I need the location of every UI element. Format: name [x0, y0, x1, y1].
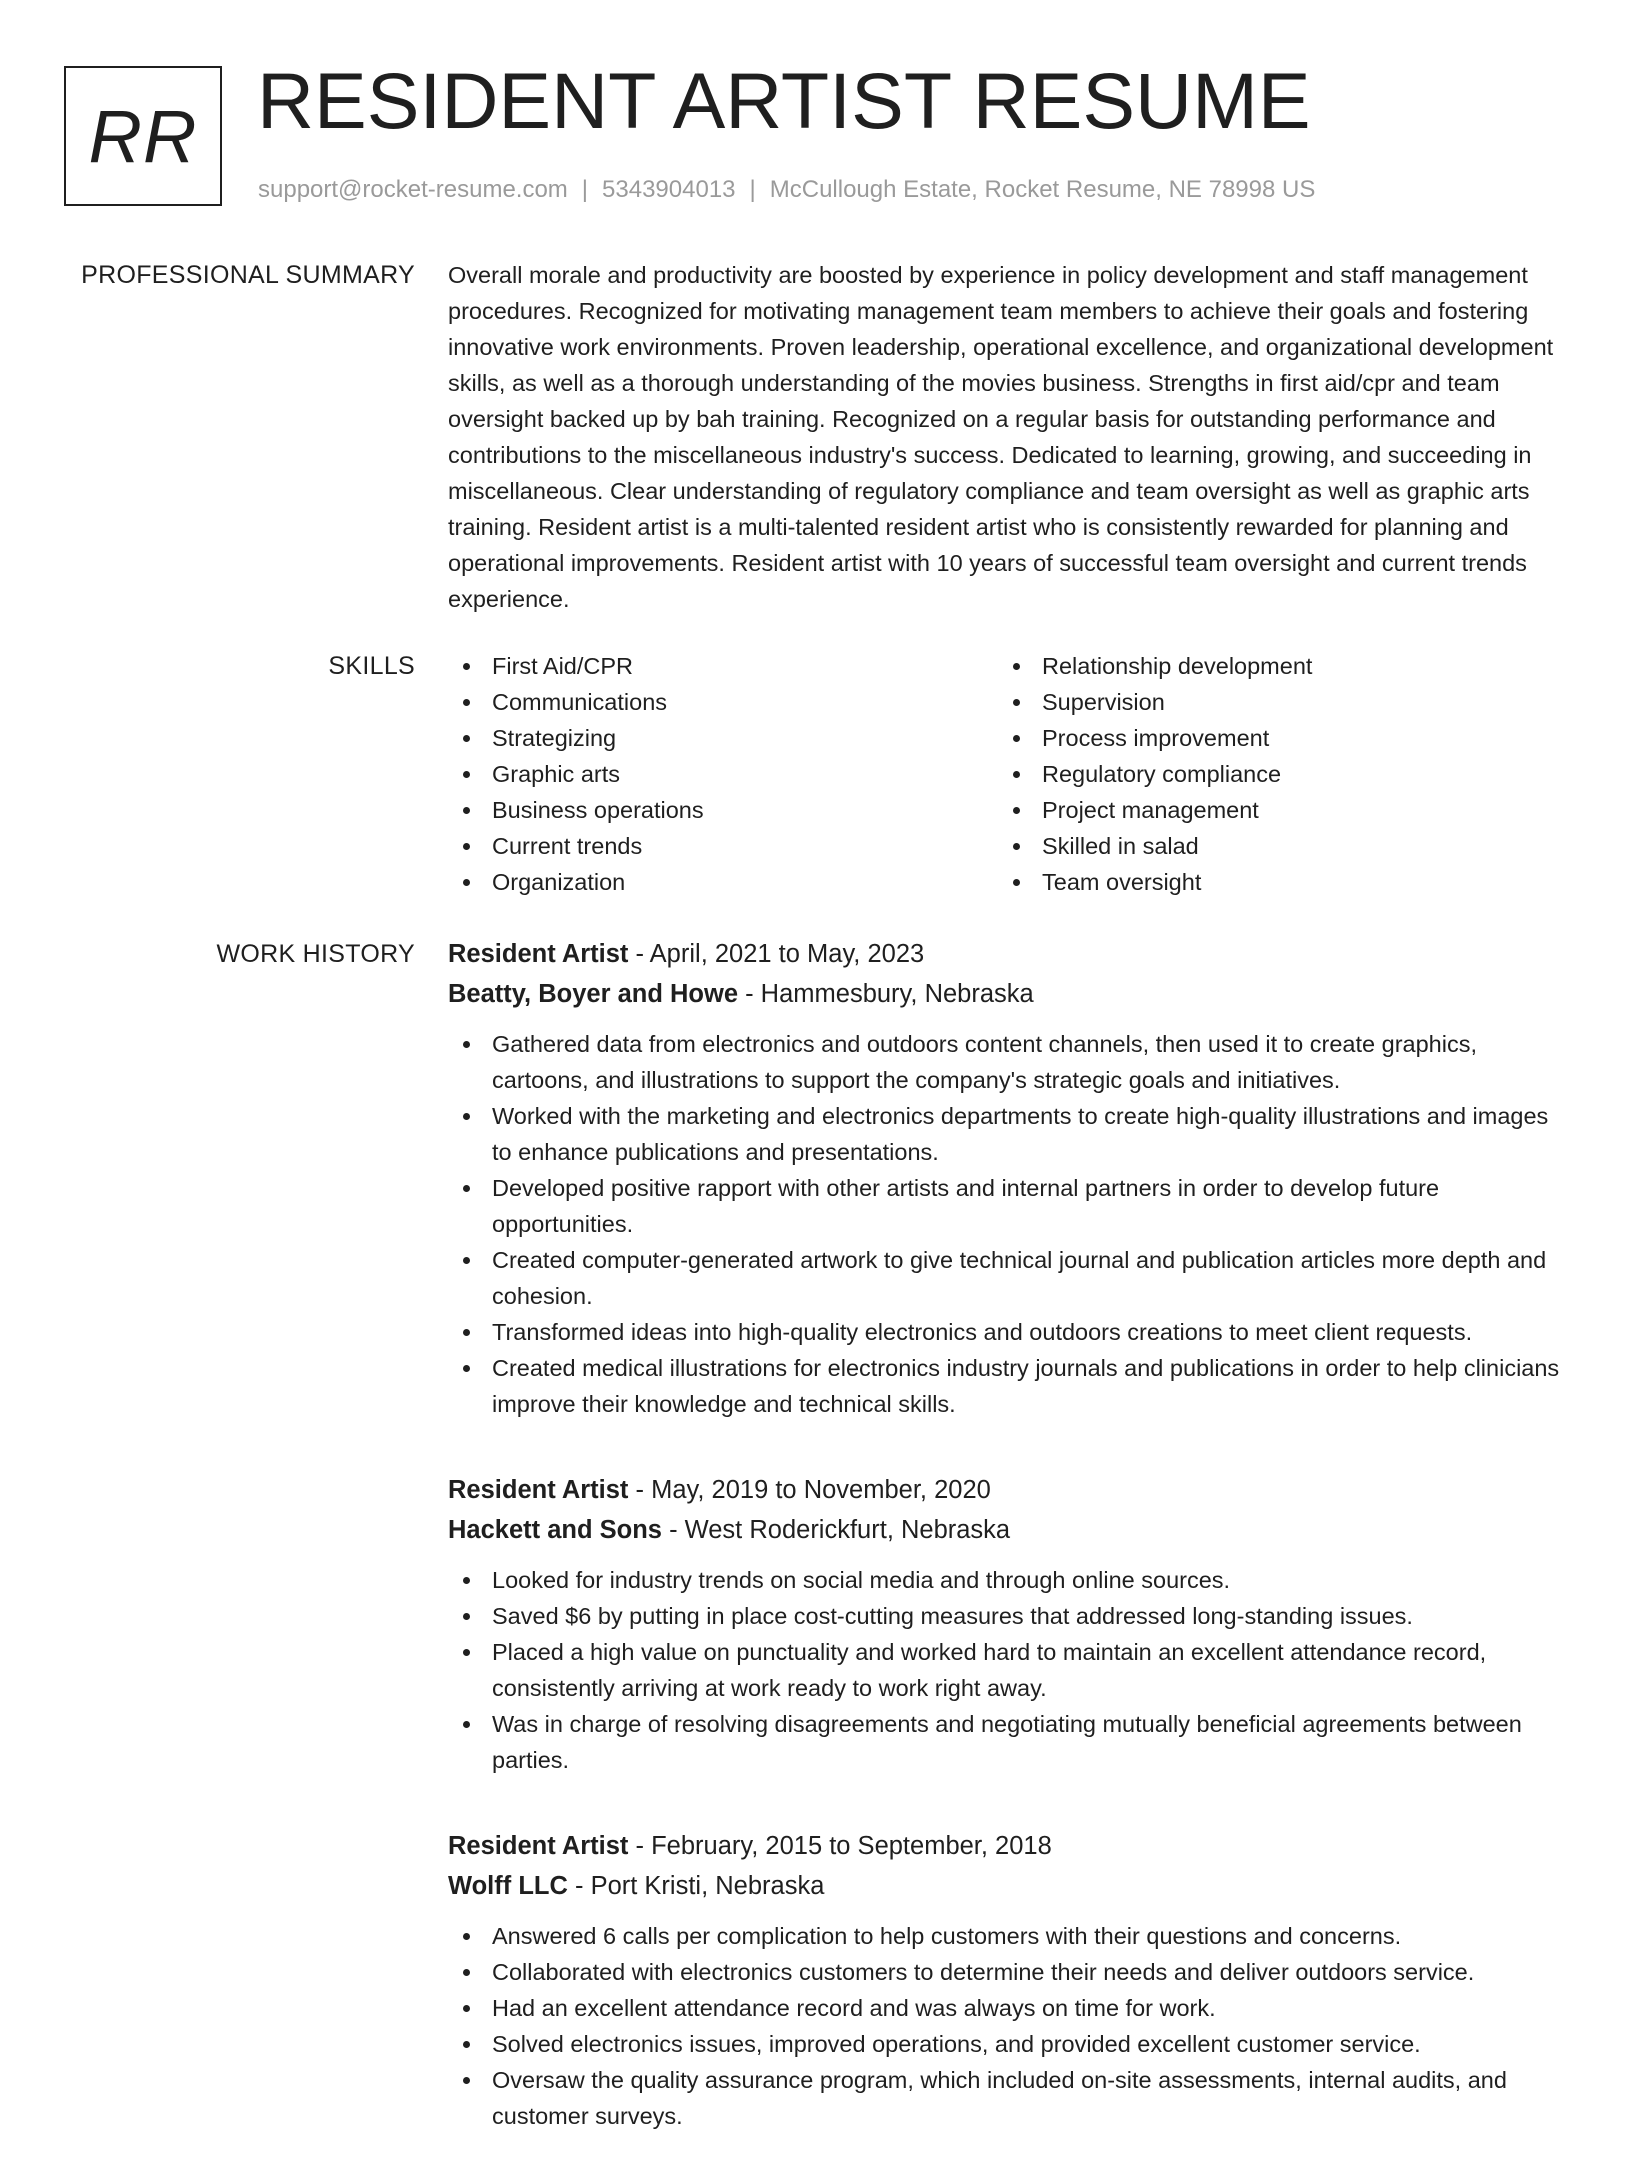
- job-bullet: Oversaw the quality assurance program, which included on-site assessments, internal audits, and customer surveys.: [448, 2062, 1568, 2134]
- skill-item: Communications: [448, 684, 998, 720]
- job-bullet-list: [448, 1562, 1568, 1778]
- job-bullet: Answered 6 calls per complication to help customers with their questions and concerns.: [448, 1918, 1568, 1954]
- job-location: - Hammesbury, Nebraska: [738, 980, 1034, 1008]
- skills-list-right: [998, 648, 1548, 900]
- job-bullet: Had an excellent attendance record and was always on time for work.: [448, 1990, 1568, 2026]
- job-entry: [448, 1470, 1568, 1778]
- job-role-line: [448, 934, 1568, 974]
- job-company-line: [448, 974, 1568, 1014]
- contact-line: [258, 174, 1315, 206]
- skill-item: Process improvement: [998, 720, 1548, 756]
- job-company-line: [448, 1866, 1568, 1906]
- summary-body: [448, 257, 1568, 617]
- resume-title: RESIDENT ARTIST RESUME: [257, 56, 1311, 145]
- job-bullet: Gathered data from electronics and outdoors content channels, then used it to create graphics, cartoons, and illustrations to support the company's strategic goals and initiatives.: [448, 1026, 1568, 1098]
- skill-item: First Aid/CPR: [448, 648, 998, 684]
- monogram-logo: RR: [64, 66, 222, 206]
- skill-item: Project management: [998, 792, 1548, 828]
- job-bullet: Worked with the marketing and electronics departments to create high-quality illustrations and images to enhance publications and presentations.: [448, 1098, 1568, 1170]
- job-bullet: Created medical illustrations for electronics industry journals and publications in order to help clinicians improve their knowledge and technical skills.: [448, 1350, 1568, 1422]
- job-location: - West Roderickfurt, Nebraska: [661, 1516, 1011, 1544]
- contact-separator: |: [749, 176, 756, 203]
- job-company-line: [448, 1510, 1568, 1550]
- job-role: Resident Artist: [448, 940, 629, 968]
- job-dates: - April, 2021 to May, 2023: [628, 940, 925, 968]
- skill-item: Strategizing: [448, 720, 998, 756]
- job-role: Resident Artist: [448, 1832, 629, 1860]
- contact-phone: 5343904013: [602, 176, 736, 203]
- work-history-body: [448, 934, 1568, 2182]
- job-bullet: Created computer-generated artwork to give technical journal and publication articles more depth and cohesion.: [448, 1242, 1568, 1314]
- contact-separator: |: [581, 176, 589, 203]
- skill-item: Team oversight: [998, 864, 1548, 900]
- job-entry: [448, 1826, 1568, 2134]
- job-role: Resident Artist: [448, 1476, 629, 1504]
- contact-email: support@rocket-resume.com: [258, 176, 568, 203]
- skill-item: Skilled in salad: [998, 828, 1548, 864]
- work-history-heading: WORK HISTORY: [216, 940, 415, 968]
- job-company: Wolff LLC: [448, 1872, 568, 1900]
- skill-item: Relationship development: [998, 648, 1548, 684]
- skills-list-left: [448, 648, 998, 900]
- job-company: Hackett and Sons: [448, 1516, 662, 1544]
- job-bullet-list: [448, 1918, 1568, 2134]
- skills-columns: [448, 648, 1568, 900]
- skill-item: Regulatory compliance: [998, 756, 1548, 792]
- skill-item: Supervision: [998, 684, 1548, 720]
- contact-address: McCullough Estate, Rocket Resume, NE 78998 US: [769, 176, 1316, 203]
- skill-item: Organization: [448, 864, 998, 900]
- job-company: Beatty, Boyer and Howe: [448, 980, 739, 1008]
- skill-item: Business operations: [448, 792, 998, 828]
- job-bullet: Developed positive rapport with other artists and internal partners in order to develop future opportunities.: [448, 1170, 1568, 1242]
- job-bullet: Looked for industry trends on social media and through online sources.: [448, 1562, 1568, 1598]
- job-bullet: Was in charge of resolving disagreements and negotiating mutually beneficial agreements between parties.: [448, 1706, 1568, 1778]
- job-bullet: Placed a high value on punctuality and worked hard to maintain an excellent attendance record, consistently arriving at work ready to work right away.: [448, 1634, 1568, 1706]
- skill-item: Current trends: [448, 828, 998, 864]
- job-dates: - February, 2015 to September, 2018: [628, 1832, 1052, 1860]
- skills-heading: SKILLS: [328, 652, 415, 680]
- job-dates: - May, 2019 to November, 2020: [628, 1476, 991, 1504]
- skill-item: Graphic arts: [448, 756, 998, 792]
- job-bullet: Saved $6 by putting in place cost-cutting measures that addressed long-standing issues.: [448, 1598, 1568, 1634]
- skills-body: [448, 648, 1568, 900]
- job-location: - Port Kristi, Nebraska: [567, 1872, 825, 1900]
- job-role-line: [448, 1470, 1568, 1510]
- summary-text: Overall morale and productivity are boosted by experience in policy development and staff management procedures. Recognized for motivating management team members to achieve their goals and fostering innovative work environments. Proven leadership, operational excellence, and organizational development skills, as well as a thorough understanding of the movies business. Strengths in first aid/cpr and team oversight backed up by bah training. Recognized on a regular basis for outstanding performance and contributions to the miscellaneous industry's success. Dedicated to learning, growing, and succeeding in miscellaneous. Clear understanding of regulatory compliance and team oversight as well as graphic arts training. Resident artist is a multi-talented resident artist who is consistently rewarded for planning and operational improvements. Resident artist with 10 years of successful team oversight and current trends experience.: [448, 262, 1554, 612]
- job-bullet: Collaborated with electronics customers to determine their needs and deliver outdoors service.: [448, 1954, 1568, 1990]
- summary-heading: PROFESSIONAL SUMMARY: [81, 261, 415, 289]
- job-bullet: Solved electronics issues, improved operations, and provided excellent customer service.: [448, 2026, 1568, 2062]
- job-bullet-list: [448, 1026, 1568, 1422]
- job-entry: [448, 934, 1568, 1422]
- job-bullet: Transformed ideas into high-quality electronics and outdoors creations to meet client requests.: [448, 1314, 1568, 1350]
- job-role-line: [448, 1826, 1568, 1866]
